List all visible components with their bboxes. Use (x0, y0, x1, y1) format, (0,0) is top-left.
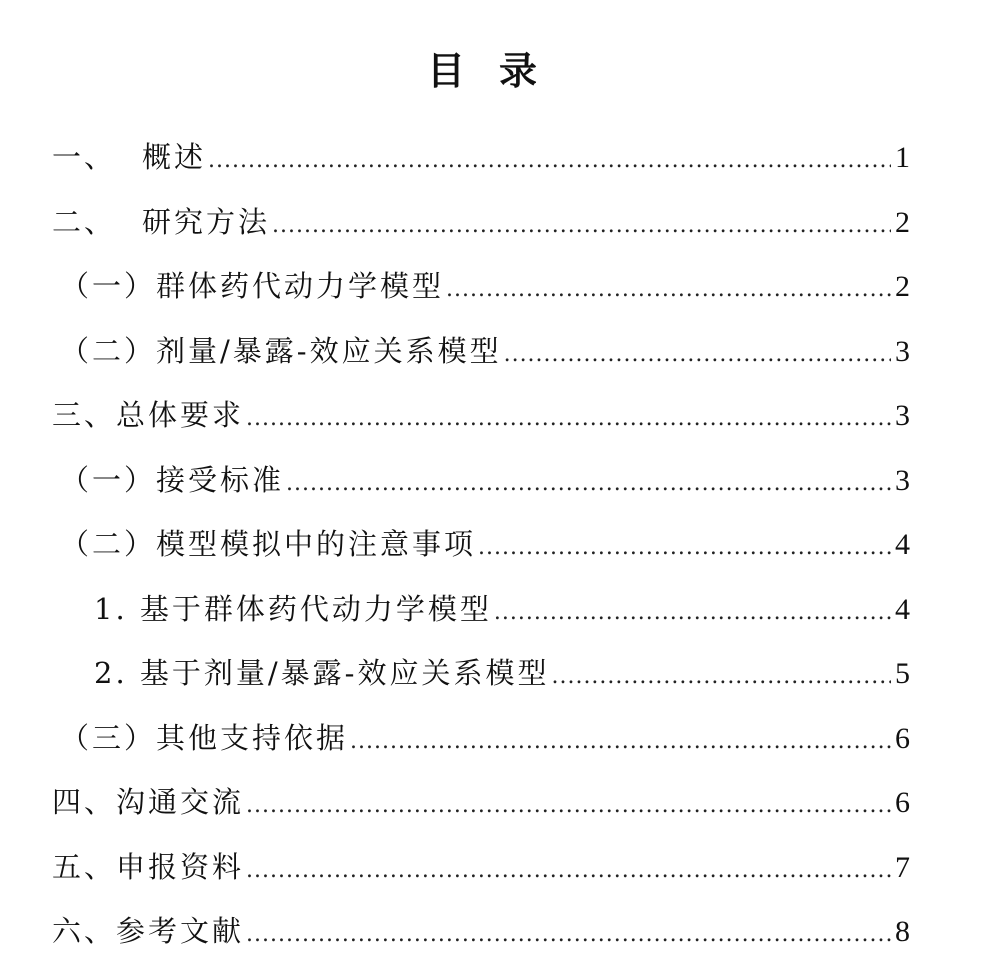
toc-entry-label: 三、总体要求 (52, 398, 245, 432)
toc-page-number: 3 (895, 463, 910, 497)
toc-entry-3-2-2[interactable] (52, 641, 910, 706)
toc-entry-5[interactable] (52, 835, 910, 900)
toc-page-number: 4 (895, 592, 910, 626)
toc-entry-number: 一、 (52, 140, 117, 174)
toc-entry-label: 研究方法 (142, 204, 271, 239)
toc-page-number: 2 (895, 270, 910, 303)
dot-leader (208, 129, 891, 194)
toc-page-number: 3 (895, 399, 910, 432)
toc-page-number: 2 (895, 205, 910, 239)
title-char-2: 录 (499, 49, 540, 93)
toc-entry-label: （二）模型模拟中的注意事项 (60, 527, 477, 561)
toc-entry-label: 概述 (142, 140, 207, 174)
dot-leader (286, 452, 891, 517)
toc-entry-label: （一）群体药代动力学模型 (60, 269, 445, 303)
dot-leader (504, 323, 891, 388)
dot-leader (446, 258, 891, 323)
toc-entry-4[interactable] (52, 770, 910, 835)
toc-entry-3-1[interactable] (52, 448, 910, 513)
toc-entry-2-2[interactable] (52, 319, 910, 384)
toc-entry-label: （三）其他支持依据 (60, 720, 349, 755)
toc-entry-6[interactable] (52, 899, 910, 964)
toc-entry-3-2-1[interactable] (52, 577, 910, 642)
dot-leader (246, 774, 891, 839)
page-title (0, 46, 966, 96)
toc-entry-2[interactable] (52, 190, 910, 255)
dot-leader (246, 387, 891, 452)
toc-entry-label: 六、参考文献 (52, 914, 245, 948)
toc-entry-label: （二）剂量/暴露-效应关系模型 (60, 333, 502, 368)
toc-entry-label: 2. 基于剂量/暴露-效应关系模型 (94, 656, 550, 690)
toc-entry-label: 五、申报资料 (52, 849, 245, 884)
toc-entry-1[interactable] (52, 125, 910, 190)
toc-entry-3[interactable] (52, 383, 910, 448)
toc-list (52, 125, 910, 964)
dot-leader (494, 581, 891, 646)
dot-leader (246, 839, 891, 904)
toc-page-number: 4 (895, 528, 910, 561)
dot-leader (551, 645, 891, 710)
toc-entry-3-2[interactable] (52, 512, 910, 577)
toc-entry-3-3[interactable] (52, 706, 910, 771)
dot-leader (272, 194, 891, 259)
toc-page-number: 6 (895, 721, 910, 755)
dot-leader (246, 903, 891, 968)
toc-entry-number: 二、 (52, 204, 117, 239)
title-char-1: 目 (426, 49, 467, 93)
toc-page-number: 6 (895, 786, 910, 819)
toc-entry-label: 1. 基于群体药代动力学模型 (94, 591, 492, 626)
toc-page-number: 5 (895, 657, 910, 690)
dot-leader (350, 710, 891, 775)
dot-leader (478, 516, 891, 581)
toc-entry-2-1[interactable] (52, 254, 910, 319)
toc-entry-label: 四、沟通交流 (52, 785, 245, 819)
toc-page-number: 3 (895, 334, 910, 368)
toc-page-number: 8 (895, 915, 910, 948)
toc-entry-label: （一）接受标准 (60, 462, 285, 497)
toc-page-number: 1 (895, 141, 910, 174)
toc-page-number: 7 (895, 850, 910, 884)
